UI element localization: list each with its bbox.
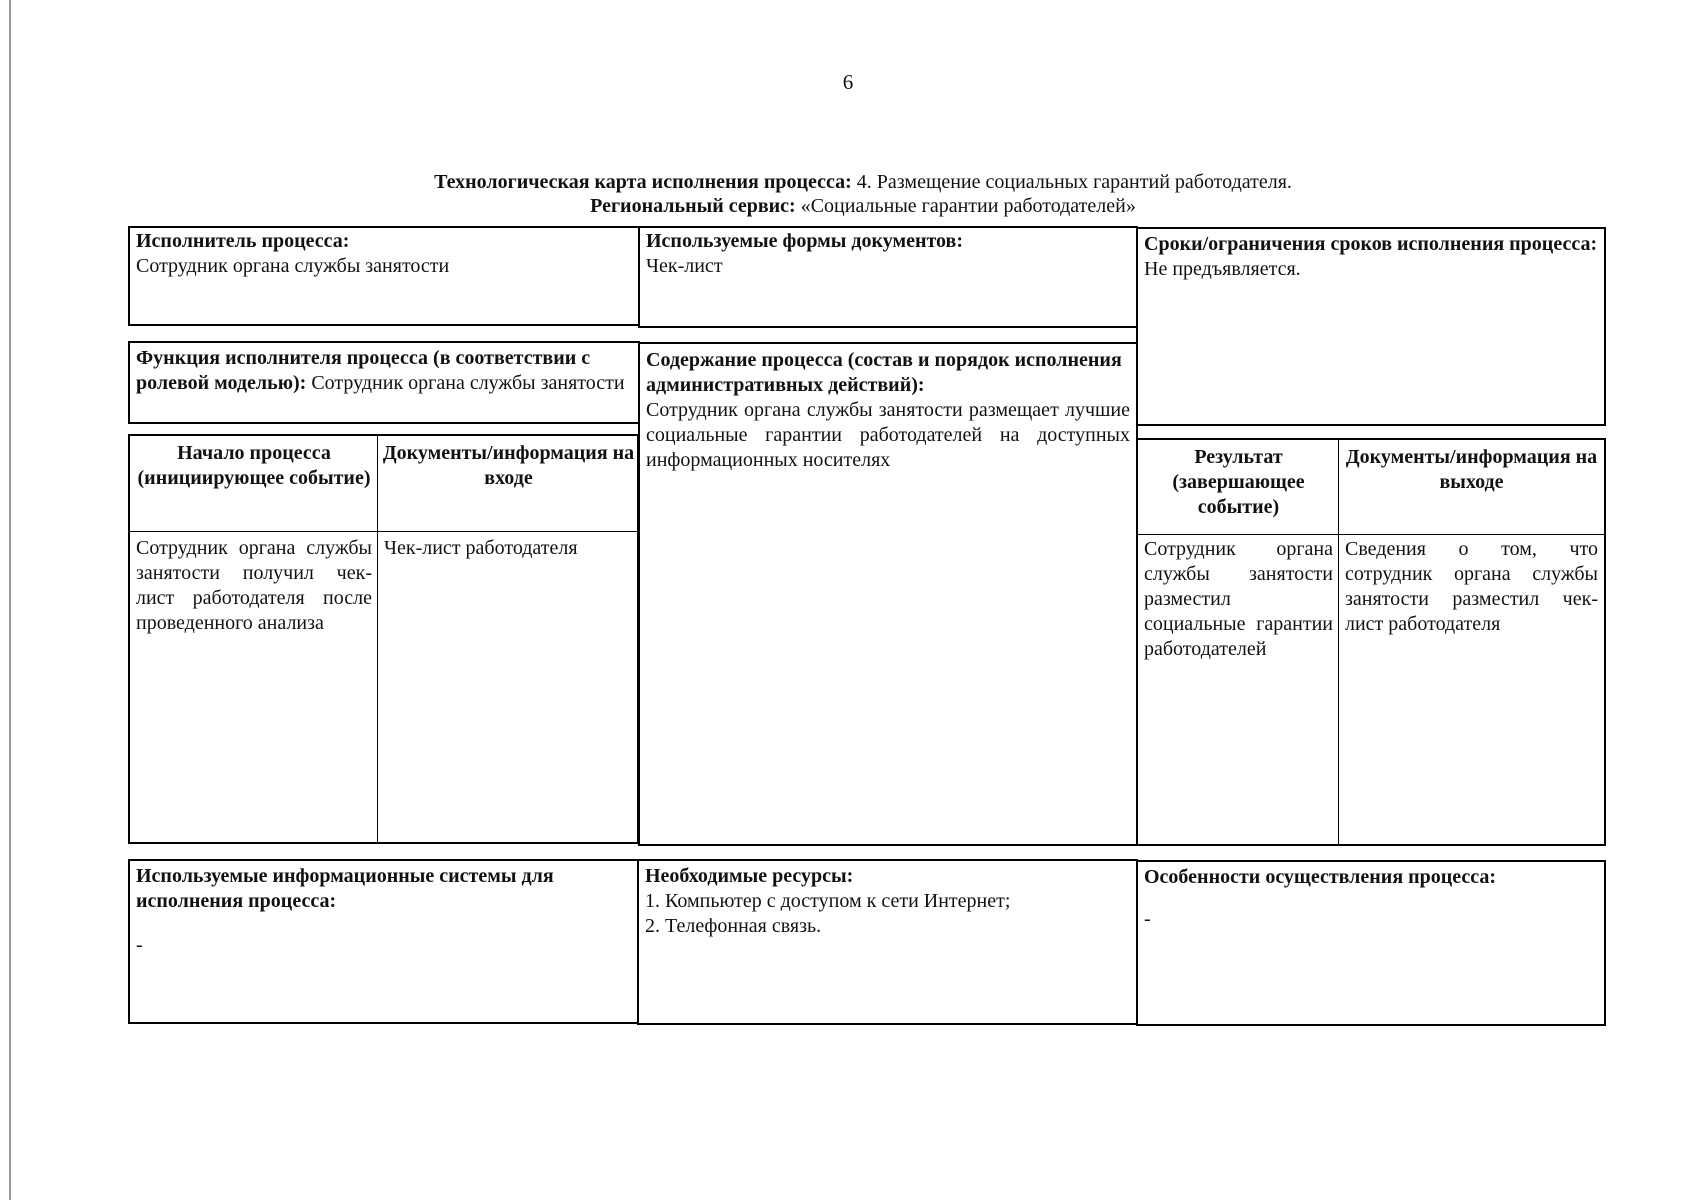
resources-item-1: 1. Компьютер с доступом к сети Интернет; bbox=[645, 890, 1011, 912]
docs-in-value: Чек-лист работодателя bbox=[384, 537, 578, 559]
executor-value: Сотрудник органа службы занятости bbox=[136, 255, 450, 277]
forms-value: Чек-лист bbox=[646, 255, 723, 277]
function-box bbox=[128, 341, 640, 424]
systems-label: Используемые информационные системы для исполнения процесса: bbox=[136, 865, 554, 912]
resources-box bbox=[637, 859, 1138, 1025]
systems-box bbox=[128, 859, 639, 1024]
content-value: Сотрудник органа службы занятости размещает лучшие социальные гарантии работодателей на доступных информационных носителях bbox=[646, 399, 1130, 471]
function-value: Сотрудник органа службы занятости bbox=[306, 372, 625, 394]
input-table-header-rule bbox=[130, 531, 637, 532]
result-header: Результат (завершающее событие) bbox=[1172, 446, 1305, 518]
resources-item-2: 2. Телефонная связь. bbox=[645, 915, 822, 937]
resources-label: Необходимые ресурсы: bbox=[645, 865, 854, 887]
content-box bbox=[638, 342, 1138, 846]
input-table-divider bbox=[377, 436, 378, 842]
start-value: Сотрудник органа службы занятости получил чек-лист работодателя после проведенного анализа bbox=[136, 537, 372, 634]
regional-service-line bbox=[0, 194, 1696, 218]
deadlines-value: Не предъявляется. bbox=[1144, 258, 1301, 280]
features-label: Особенности осуществления процесса: bbox=[1144, 866, 1497, 888]
page-number: 6 bbox=[842, 70, 854, 94]
output-table bbox=[1136, 438, 1606, 846]
regional-service-value: «Социальные гарантии работодателей» bbox=[795, 195, 1136, 217]
docs-in-header: Документы/информация на входе bbox=[382, 442, 635, 489]
document-title bbox=[0, 170, 1696, 194]
result-value: Сотрудник органа службы занятости разместил социальные гарантии работодателей bbox=[1144, 538, 1333, 660]
docs-out-value: Сведения о том, что сотрудник органа службы занятости разместил чек-лист работодателя bbox=[1345, 538, 1598, 635]
forms-label: Используемые формы документов: bbox=[646, 230, 964, 252]
start-header: Начало процесса (инициирующее событие) bbox=[137, 442, 371, 489]
output-table-header-rule bbox=[1138, 534, 1604, 535]
title-value: 4. Размещение социальных гарантий работодателя. bbox=[851, 171, 1292, 193]
executor-label: Исполнитель процесса: bbox=[136, 230, 350, 252]
deadlines-label: Сроки/ограничения сроков исполнения процесса: bbox=[1144, 233, 1598, 255]
docs-out-header: Документы/информация на выходе bbox=[1345, 446, 1598, 493]
regional-service-label: Региональный сервис: bbox=[590, 195, 796, 217]
forms-box bbox=[638, 226, 1138, 328]
features-box bbox=[1136, 860, 1606, 1026]
features-value: - bbox=[1144, 908, 1151, 930]
content-label: Содержание процесса (состав и порядок исполнения административных действий): bbox=[646, 349, 1122, 396]
systems-value: - bbox=[136, 934, 143, 956]
executor-box bbox=[128, 226, 640, 326]
function-label: Функция исполнителя процесса (в соответствии с ролевой моделью): bbox=[136, 347, 591, 394]
title-label: Технологическая карта исполнения процесса: bbox=[434, 171, 852, 193]
deadlines-box bbox=[1136, 227, 1606, 426]
input-table bbox=[128, 434, 639, 844]
